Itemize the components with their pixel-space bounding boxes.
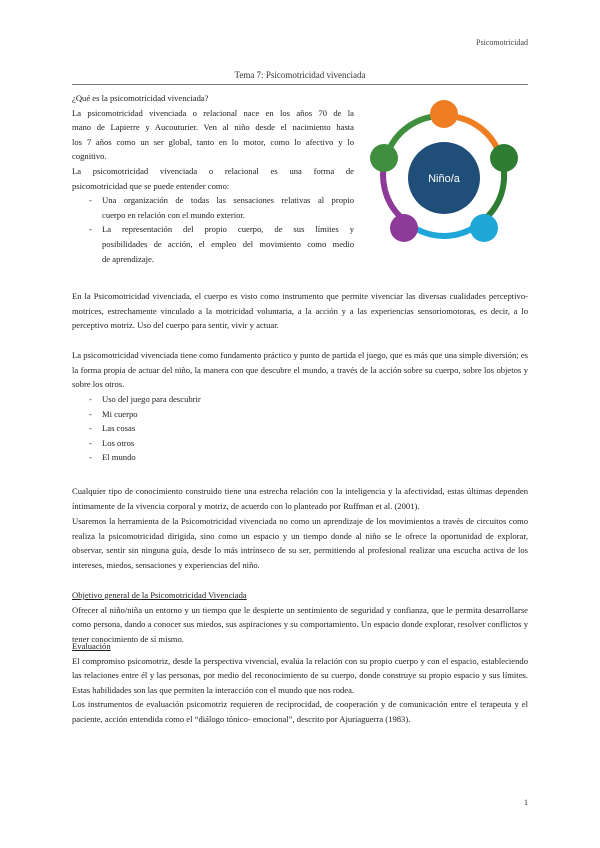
paragraph-body: Cualquier tipo de conocimiento construido tiene una estrecha relación con la inteligencia y la afectividad, estas últimas dependen íntimamente de la vivencia corporal y motriz, de acuerdo con lo planteado por Ruffman et al. (2001). bbox=[72, 486, 528, 511]
section-intro bbox=[72, 91, 354, 266]
list-item: - Uso del juego para descubrir bbox=[72, 392, 528, 407]
list-line: de aprendizaje. bbox=[102, 253, 155, 264]
list-item: - El mundo bbox=[72, 450, 528, 465]
node-green bbox=[490, 144, 518, 172]
intro-line: La psicomotricidad vivenciada o relacional nace en los años 70 de la bbox=[72, 107, 354, 118]
node-cyan bbox=[470, 214, 498, 242]
child-development-diagram bbox=[360, 100, 528, 248]
list-line: - La representación del propio cuerpo, de sus límites y bbox=[102, 224, 354, 235]
list-line: cuerpo en relación con el mundo exterior. bbox=[102, 209, 245, 220]
list-item: - Los otros bbox=[72, 436, 528, 451]
section-question: ¿Qué es la psicomotricidad vivenciada? bbox=[72, 93, 209, 103]
list-line: - Una organización de todas las sensaciones relativas al propio bbox=[102, 195, 354, 206]
paragraph-body: Usaremos la herramienta de la Psicomotricidad vivenciada no como un aprendizaje de los movimientos a través de circuitos como realiza la psicomotricidad dirigida, sino como un espacio y un tiempo donde al niño se le ofrece la oportunidad de explorar, observar, sentir sin ninguna guía, desde lo más intrínseco de su ser, permitiendo al profesional realizar una escucha activa de los intereses, miedos, sensaciones y experiencias del niño. bbox=[72, 516, 528, 570]
list-item: - Mi cuerpo bbox=[72, 407, 528, 422]
discovery-list bbox=[72, 392, 528, 465]
running-header: Psicomotricidad bbox=[476, 38, 528, 47]
section-heading: Evaluación bbox=[72, 641, 111, 651]
list-item bbox=[72, 193, 354, 222]
center-label: Niño/a bbox=[428, 173, 460, 185]
list-item bbox=[72, 222, 354, 266]
intro-line: La psicomotricidad vivenciada o relacional es una forma de bbox=[72, 165, 354, 176]
paragraph-body: Los instrumentos de evaluación psicomotriz requieren de reciprocidad, de cooperación y de comunicación entre el terapeuta y el paciente, acción entendida como el “diálogo tónico- emocional”, descrito por Ajuriaguerra (1983). bbox=[72, 699, 528, 724]
list-item: - Las cosas bbox=[72, 421, 528, 436]
document-title: Tema 7: Psicomotricidad vivenciada bbox=[234, 70, 366, 80]
section-heading: Objetivo general de la Psicomotricidad Vivenciada bbox=[72, 590, 247, 600]
node-leftgreen bbox=[370, 144, 398, 172]
list-line: posibilidades de acción, el empleo del movimiento como medio bbox=[102, 238, 354, 249]
intro-line: mano de Lapierre y Aucouturier. Ven al niño desde el nacimiento hasta bbox=[72, 122, 354, 133]
node-orange bbox=[430, 100, 458, 128]
evaluation-section bbox=[72, 639, 528, 727]
page-number: 1 bbox=[524, 798, 528, 807]
objective-section bbox=[72, 588, 528, 646]
intro-line: cognitivo. bbox=[72, 151, 107, 162]
definition-list bbox=[72, 193, 354, 266]
paragraph-body: La psicomotricidad vivenciada tiene como fundamento práctico y punto de partida el juego, que es más que una simple diversión; es la forma propia de actuar del niño, la manera con que descubre el mundo, a través de la acción sobre su cuerpo, sobre los objetos y sobre los otros. bbox=[72, 350, 528, 390]
paragraph-body: Ofrecer al niño/niña un entorno y un tiempo que le despierte un sentimiento de seguridad y confianza, que le permita desarrollarse como persona, dando a conocer sus miedos, sus aspiraciones y su comportamiento. Un espacio donde explorar, resolver conflictos y tener conocimiento de sí mismo. bbox=[72, 604, 528, 644]
title-divider bbox=[72, 84, 528, 85]
node-purple bbox=[390, 214, 418, 242]
paragraph-body: En la Psicomotricidad vivenciada, el cuerpo es visto como instrumento que permite vivenciar las diversas cualidades perceptivo-motrices, estrechamente vinculado a la motricidad voluntaria, a la acción y a las experiencias sensoriomotoras, es decir, a lo perceptivo motriz. Uso del cuerpo para sentir, vivir y actuar. bbox=[72, 291, 528, 331]
intro-line: psicomotricidad que se puede entender como: bbox=[72, 180, 230, 191]
paragraph-body: El compromiso psicomotriz, desde la perspectiva vivencial, evalúa la relación con su propio cuerpo y con el espacio, estableciendo las relaciones entre él y las personas, por medio del reconocimiento de su cuerpo, donde construye su propio espacio y sus límites. Estas habilidades son las que permiten la interacción con el mundo que nos rodea. bbox=[72, 655, 528, 695]
intro-line: los 7 años como un ser global, tanto en lo motor, como lo afectivo y lo bbox=[72, 136, 354, 147]
